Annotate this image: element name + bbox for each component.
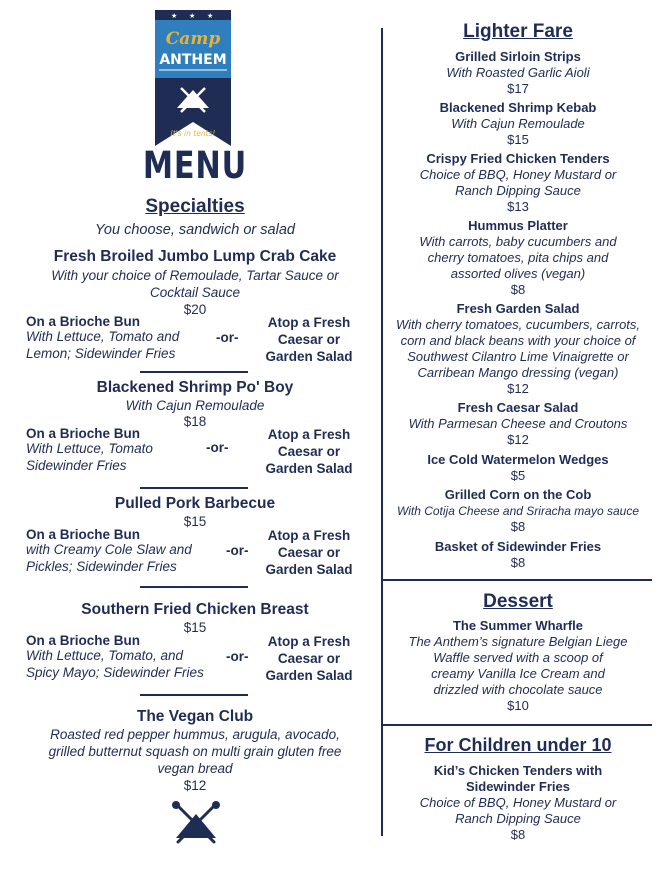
salad-line: Caesar or xyxy=(277,332,341,347)
lighter-item-title: Crispy Fried Chicken Tenders xyxy=(426,151,610,166)
salad-option xyxy=(254,426,364,477)
children-item-title: Sidewinder Fries xyxy=(465,779,571,794)
lighter-item-price: $17 xyxy=(507,81,529,96)
specialty-desc: With your choice of Remoulade, Tartar Sauce or xyxy=(51,268,339,283)
specialty-title-vegan-club: The Vegan Club xyxy=(136,708,254,725)
specialty-desc: vegan bread xyxy=(157,761,233,776)
bun-option xyxy=(26,314,226,362)
bun-desc: Sidewinder Fries xyxy=(26,457,127,473)
lighter-item-desc: Carribean Mango dressing (vegan) xyxy=(417,365,619,380)
lighter-item-title: Grilled Corn on the Cob xyxy=(444,487,592,502)
lighter-item-price: $8 xyxy=(510,555,526,570)
specialty-title-fried-chicken: Southern Fried Chicken Breast xyxy=(81,601,309,618)
lighter-item-title: Grilled Sirloin Strips xyxy=(455,49,581,64)
lighter-item-price: $13 xyxy=(507,199,529,214)
bun-title: On a Brioche Bun xyxy=(26,314,141,329)
bun-desc: with Creamy Cole Slaw and xyxy=(26,542,192,557)
column-divider xyxy=(381,28,383,836)
lighter-item-price: $15 xyxy=(507,132,529,147)
lighter-item-desc: With Cotija Cheese and Sriracha mayo sauce xyxy=(396,504,639,518)
specialties-subheading: You choose, sandwich or salad xyxy=(95,222,295,238)
specialties-heading: Specialties xyxy=(145,196,245,217)
salad-option xyxy=(254,314,364,365)
serving-options xyxy=(26,426,376,486)
serving-options xyxy=(26,314,376,374)
specialty-desc: Roasted red pepper hummus, arugula, avocado, xyxy=(50,727,340,742)
dessert-heading: Dessert xyxy=(483,591,553,612)
lighter-item-title: Hummus Platter xyxy=(468,218,568,233)
or-separator: -or- xyxy=(226,543,249,558)
lighter-item-desc: corn and black beans with your choice of xyxy=(400,333,636,348)
or-separator: -or- xyxy=(206,440,229,455)
lighter-item-desc: Choice of BBQ, Honey Mustard or xyxy=(419,167,617,182)
utensils-emblem-icon xyxy=(166,800,226,844)
salad-line: Atop a Fresh xyxy=(267,427,351,442)
or-separator: -or- xyxy=(216,330,239,345)
lighter-item-title: Fresh Garden Salad xyxy=(456,301,580,316)
serving-options xyxy=(26,633,376,693)
svg-text:★: ★ xyxy=(171,13,178,20)
dessert-title: The Summer Wharfle xyxy=(452,618,584,633)
svg-text:It's in tents!: It's in tents! xyxy=(170,129,216,138)
lighter-item-price: $12 xyxy=(507,381,529,396)
lighter-item-price: $12 xyxy=(507,432,529,447)
children-heading: For Children under 10 xyxy=(424,735,612,755)
svg-text:★: ★ xyxy=(207,13,214,20)
bun-title: On a Brioche Bun xyxy=(26,426,141,441)
lighter-item-title: Ice Cold Watermelon Wedges xyxy=(427,452,609,467)
bun-title: On a Brioche Bun xyxy=(26,527,141,542)
salad-line: Atop a Fresh xyxy=(267,528,351,543)
section-divider xyxy=(140,694,248,696)
dessert-desc: Waffle served with a scoop of xyxy=(433,650,603,665)
or-separator: -or- xyxy=(226,649,249,664)
lighter-item-title: Basket of Sidewinder Fries xyxy=(434,539,602,554)
lighter-item-price: $8 xyxy=(510,519,526,534)
camp-anthem-logo xyxy=(155,10,231,146)
lighter-item-price: $5 xyxy=(510,468,526,483)
specialty-price: $20 xyxy=(183,302,207,317)
dessert-price: $10 xyxy=(507,698,529,713)
left-column xyxy=(20,0,370,870)
salad-line: Garden Salad xyxy=(265,562,353,577)
section-divider xyxy=(140,487,248,489)
children-item-desc: Ranch Dipping Sauce xyxy=(455,811,581,826)
salad-line: Garden Salad xyxy=(265,668,353,683)
bun-option xyxy=(26,633,226,681)
right-column xyxy=(384,0,652,870)
lighter-item-title: Blackened Shrimp Kebab xyxy=(439,100,597,115)
specialty-price: $15 xyxy=(183,620,207,635)
salad-line: Atop a Fresh xyxy=(267,315,351,330)
lighter-item-desc: With cherry tomatoes, cucumbers, carrots, xyxy=(395,317,641,332)
salad-option xyxy=(254,527,364,578)
children-item-price: $8 xyxy=(510,827,526,842)
lighter-item-desc: Southwest Cilantro Lime Vinaigrette or xyxy=(407,349,629,364)
salad-line: Atop a Fresh xyxy=(267,634,351,649)
lighter-item-desc: assorted olives (vegan) xyxy=(450,266,586,281)
specialty-desc: Cocktail Sauce xyxy=(149,285,241,300)
svg-text:★: ★ xyxy=(189,13,196,20)
salad-line: Garden Salad xyxy=(265,349,353,364)
svg-text:Camp: Camp xyxy=(165,29,221,49)
specialty-desc: grilled butternut squash on multi grain gluten free xyxy=(48,744,342,759)
specialty-price: $12 xyxy=(183,778,207,793)
section-divider xyxy=(140,586,248,588)
bun-desc: Spicy Mayo; Sidewinder Fries xyxy=(26,664,204,680)
dessert-desc: drizzled with chocolate sauce xyxy=(433,682,603,697)
lighter-item-desc: With Parmesan Cheese and Croutons xyxy=(408,416,628,431)
specialty-title-pulled-pork: Pulled Pork Barbecue xyxy=(114,495,276,512)
bun-desc: With Lettuce, Tomato and xyxy=(26,329,180,344)
bun-option xyxy=(26,426,226,474)
children-item-title: Kid’s Chicken Tenders with xyxy=(433,763,603,778)
salad-option xyxy=(254,633,364,684)
menu-title: MENU xyxy=(142,144,248,187)
lighter-item-price: $8 xyxy=(510,282,526,297)
dessert-desc: The Anthem’s signature Belgian Liege xyxy=(408,634,628,649)
salad-line: Caesar or xyxy=(277,545,341,560)
bun-desc: Pickles; Sidewinder Fries xyxy=(26,558,177,574)
dessert-desc: creamy Vanilla Ice Cream and xyxy=(431,666,605,681)
specialty-price: $15 xyxy=(183,514,207,529)
bun-desc: With Lettuce, Tomato xyxy=(26,441,153,456)
lighter-item-desc: With Cajun Remoulade xyxy=(451,116,585,131)
svg-text:ANTHEM: ANTHEM xyxy=(159,52,227,68)
children-item-desc: Choice of BBQ, Honey Mustard or xyxy=(419,795,617,810)
lighter-item-desc: With carrots, baby cucumbers and xyxy=(419,234,617,249)
specialty-title-crab-cake: Fresh Broiled Jumbo Lump Crab Cake xyxy=(53,248,337,265)
lighter-fare-heading: Lighter Fare xyxy=(463,21,573,42)
lighter-item-desc: With Roasted Garlic Aioli xyxy=(446,65,590,80)
specialty-price: $18 xyxy=(183,414,207,429)
lighter-item-desc: Ranch Dipping Sauce xyxy=(455,183,581,198)
bun-desc: Lemon; Sidewinder Fries xyxy=(26,345,176,361)
serving-options xyxy=(26,527,376,587)
section-divider xyxy=(382,579,652,581)
lighter-item-desc: cherry tomatoes, pita chips and xyxy=(427,250,609,265)
specialty-desc: With Cajun Remoulade xyxy=(125,398,265,413)
salad-line: Caesar or xyxy=(277,444,341,459)
section-divider xyxy=(382,724,652,726)
bun-title: On a Brioche Bun xyxy=(26,633,141,648)
salad-line: Caesar or xyxy=(277,651,341,666)
bun-desc: With Lettuce, Tomato, and xyxy=(26,648,183,663)
salad-line: Garden Salad xyxy=(265,461,353,476)
specialty-title-shrimp-po-boy: Blackened Shrimp Po' Boy xyxy=(96,379,294,396)
bun-option xyxy=(26,527,226,575)
section-divider xyxy=(140,371,248,373)
lighter-item-title: Fresh Caesar Salad xyxy=(457,400,579,415)
